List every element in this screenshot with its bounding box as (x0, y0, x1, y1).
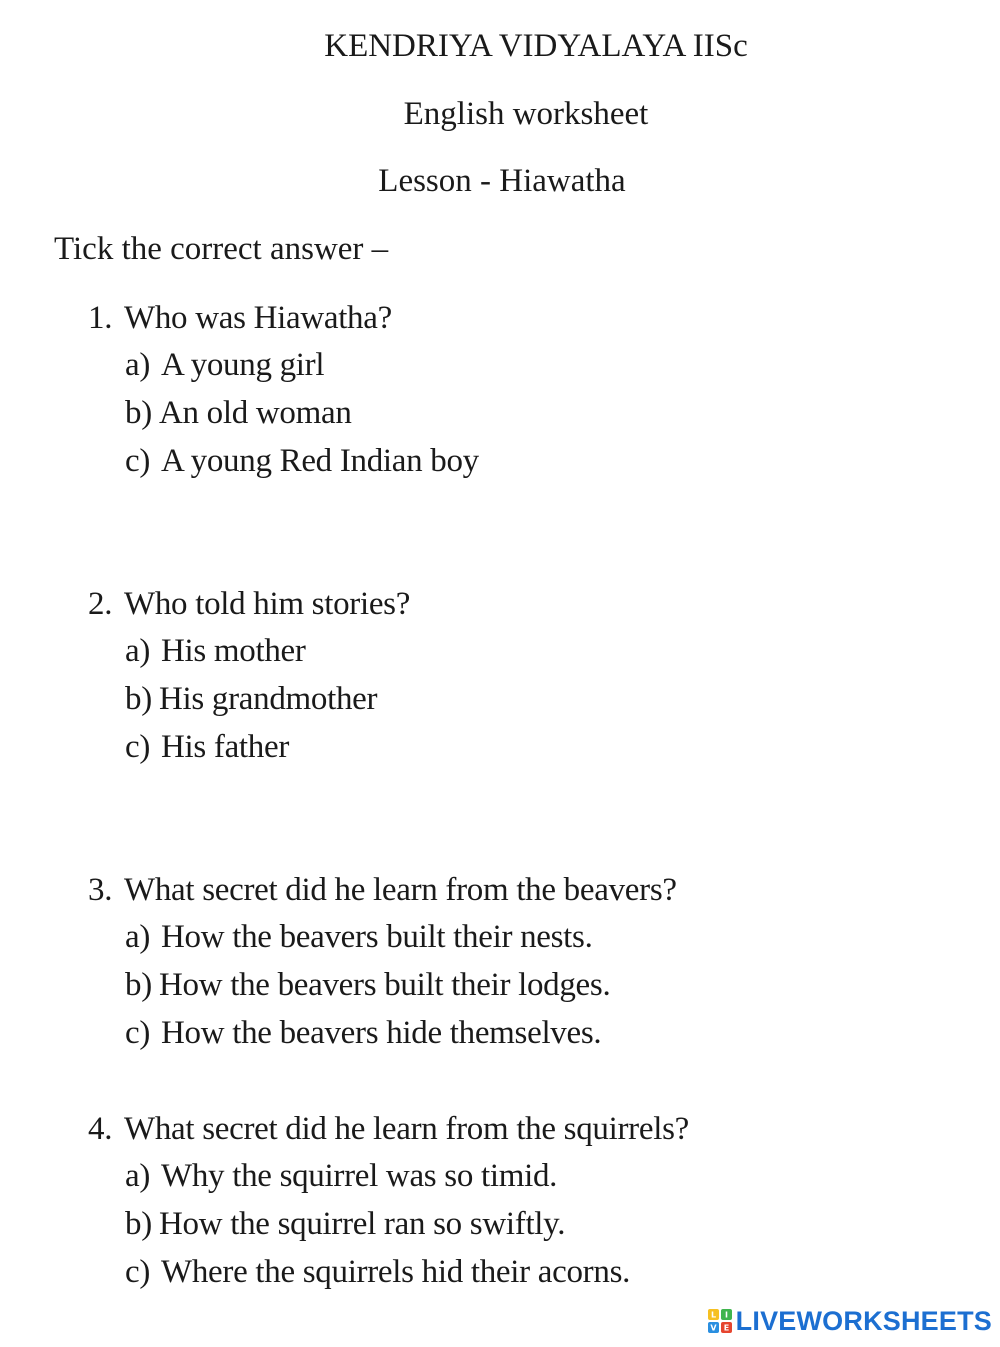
option-letter: c) (125, 1015, 151, 1051)
option-text: Why the squirrel was so timid. (161, 1158, 558, 1194)
question-label: What secret did he learn from the squirrels? (124, 1111, 689, 1147)
option-letter: a) (125, 1158, 151, 1194)
option-letter: b) (125, 967, 152, 1003)
question-1-option-c[interactable] (125, 443, 479, 480)
question-3-option-b[interactable] (125, 967, 610, 1004)
option-letter: b) (125, 395, 152, 431)
school-name: KENDRIYA VIDYALAYA IISc (324, 28, 748, 64)
option-letter: a) (125, 347, 151, 383)
option-text: His mother (161, 633, 306, 669)
option-letter: c) (125, 729, 151, 765)
option-text: A young Red Indian boy (161, 443, 479, 479)
option-text: A young girl (161, 347, 325, 383)
option-text: How the beavers built their lodges. (159, 967, 611, 1003)
option-letter: c) (125, 443, 151, 479)
question-4-option-c[interactable] (125, 1254, 630, 1291)
worksheet-subject: English worksheet (403, 96, 649, 132)
option-text: Where the squirrels hid their acorns. (161, 1254, 631, 1290)
question-2-option-c[interactable] (125, 729, 289, 766)
question-label: Who told him stories? (124, 586, 411, 622)
instruction-text: Tick the correct answer – (54, 231, 389, 267)
option-text: How the beavers built their nests. (161, 919, 593, 955)
liveworksheets-logo-icon (708, 1309, 732, 1333)
question-number: 1. (88, 300, 113, 336)
question-label: What secret did he learn from the beavers? (124, 872, 677, 908)
question-2-option-a[interactable] (125, 633, 306, 670)
question-label: Who was Hiawatha? (124, 300, 392, 336)
question-3-option-c[interactable] (125, 1015, 601, 1052)
svg-text:V: V (710, 1323, 717, 1333)
option-text: How the beavers hide themselves. (161, 1015, 602, 1051)
question-4-option-a[interactable] (125, 1158, 557, 1195)
question-number: 2. (88, 586, 113, 622)
question-3-text (88, 872, 677, 909)
option-text: An old woman (159, 395, 352, 431)
svg-text:E: E (723, 1323, 729, 1333)
liveworksheets-watermark[interactable] (708, 1307, 992, 1335)
option-text: How the squirrel ran so swiftly. (159, 1206, 566, 1242)
svg-text:L: L (710, 1310, 716, 1320)
option-letter: c) (125, 1254, 151, 1290)
question-1-text (88, 300, 392, 337)
svg-text:I: I (724, 1310, 728, 1320)
question-4-option-b[interactable] (125, 1206, 565, 1243)
question-1-option-a[interactable] (125, 347, 324, 384)
question-2-text (88, 586, 410, 623)
question-1-option-b[interactable] (125, 395, 352, 432)
question-4-text (88, 1111, 689, 1148)
question-2-option-b[interactable] (125, 681, 377, 718)
question-number: 3. (88, 872, 113, 908)
watermark-text: LIVEWORKSHEETS (735, 1306, 992, 1336)
option-text: His grandmother (159, 681, 378, 717)
option-letter: a) (125, 633, 151, 669)
question-3-option-a[interactable] (125, 919, 593, 956)
option-letter: a) (125, 919, 151, 955)
option-text: His father (161, 729, 290, 765)
option-letter: b) (125, 1206, 152, 1242)
option-letter: b) (125, 681, 152, 717)
question-number: 4. (88, 1111, 113, 1147)
lesson-title: Lesson - Hiawatha (378, 163, 626, 199)
